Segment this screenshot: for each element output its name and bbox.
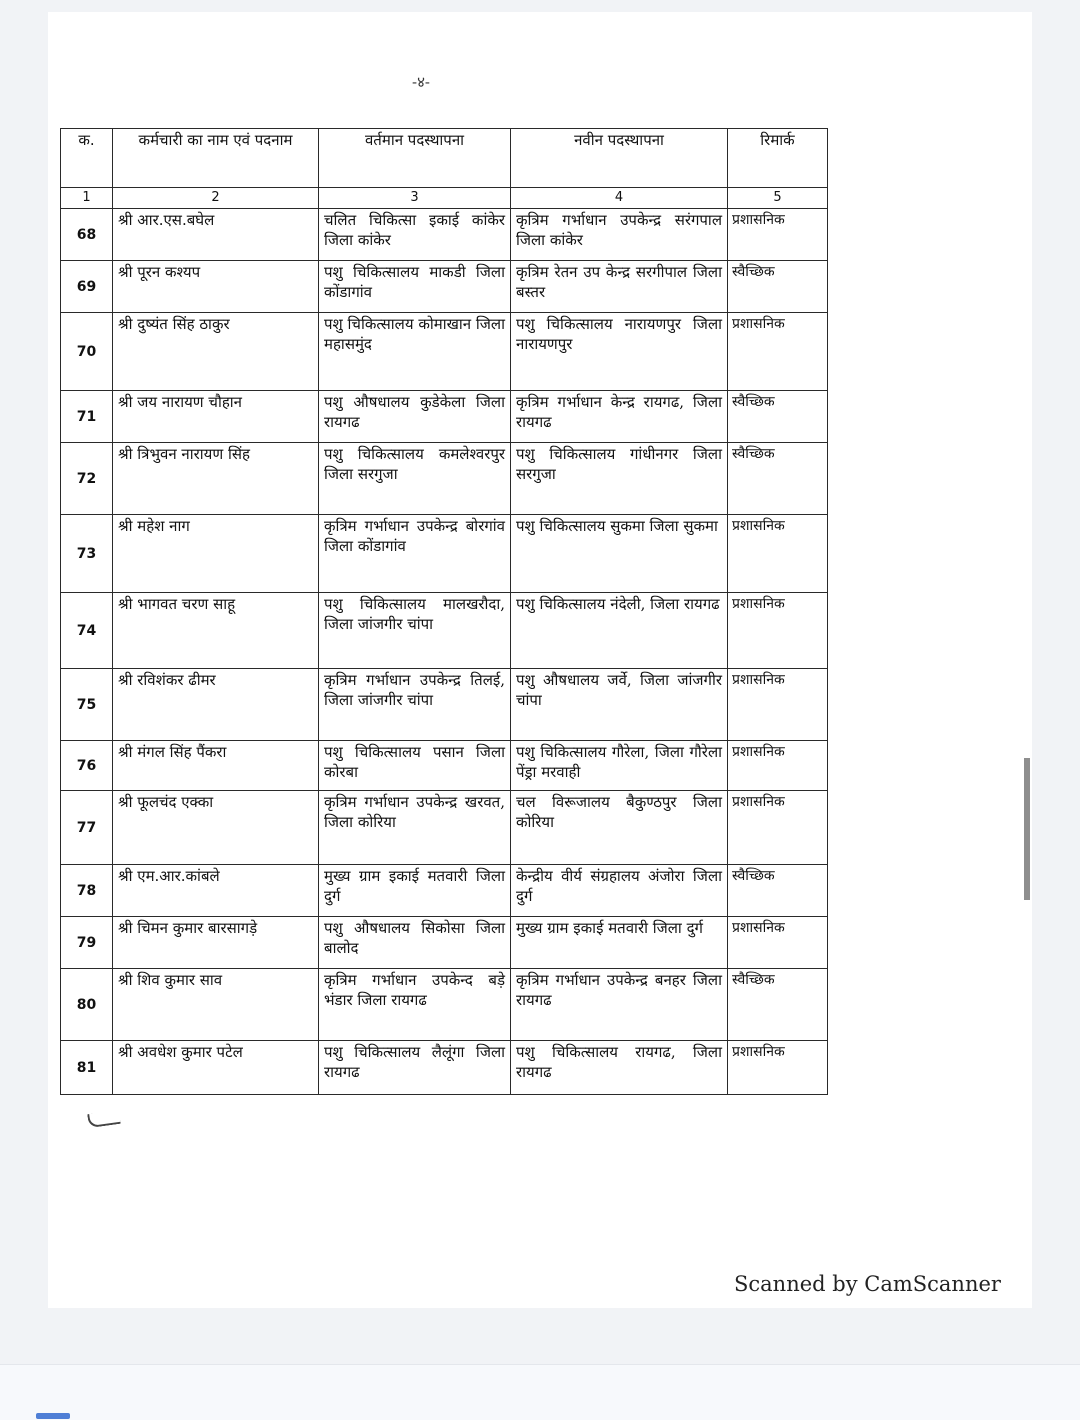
viewer-bottom-bar [0,1364,1080,1420]
employee-name: श्री एम.आर.कांबले [113,865,319,917]
table-row [61,391,828,443]
new-posting: कृत्रिम गर्भाधान उपकेन्द्र बनहर जिला रायगढ [511,969,728,1041]
employee-name: श्री महेश नाग [113,515,319,593]
column-number: 5 [728,188,828,209]
table-row [61,515,828,593]
employee-name: श्री आर.एस.बघेल [113,209,319,261]
serial-number: 74 [61,593,113,669]
remark: प्रशासनिक [728,515,828,593]
employee-name: श्री दुष्यंत सिंह ठाकुर [113,313,319,391]
table-row [61,261,828,313]
new-posting: कृत्रिम गर्भाधान केन्द्र रायगढ, जिला रायगढ [511,391,728,443]
serial-number: 70 [61,313,113,391]
new-posting: पशु चिकित्सालय नंदेली, जिला रायगढ [511,593,728,669]
current-posting: कृत्रिम गर्भाधान उपकेन्द्र तिलई, जिला जांजगीर चांपा [319,669,511,741]
remark: प्रशासनिक [728,209,828,261]
serial-number: 71 [61,391,113,443]
remark: प्रशासनिक [728,741,828,791]
employee-name: श्री चिमन कुमार बारसागड़े [113,917,319,969]
remark: स्वैच्छिक [728,391,828,443]
employee-name: श्री भागवत चरण साहू [113,593,319,669]
table-row [61,865,828,917]
remark: प्रशासनिक [728,791,828,865]
serial-number: 81 [61,1041,113,1095]
serial-number: 72 [61,443,113,515]
header-remark: रिमार्क [728,129,828,188]
serial-number: 80 [61,969,113,1041]
remark: स्वैच्छिक [728,261,828,313]
employee-name: श्री जय नारायण चौहान [113,391,319,443]
table-row [61,917,828,969]
scanner-watermark: Scanned by CamScanner [734,1272,1001,1296]
table-row [61,593,828,669]
current-posting: पशु चिकित्सालय माकडी जिला कोंडागांव [319,261,511,313]
employee-name: श्री फूलचंद एक्का [113,791,319,865]
serial-number: 69 [61,261,113,313]
current-posting: पशु चिकित्सालय लैलूंगा जिला रायगढ [319,1041,511,1095]
remark: स्वैच्छिक [728,865,828,917]
header-employee-name: कर्मचारी का नाम एवं पदनाम [113,129,319,188]
current-posting: मुख्य ग्राम इकाई मतवारी जिला दुर्ग [319,865,511,917]
page-indicator-icon [36,1413,70,1419]
table-row [61,969,828,1041]
serial-number: 68 [61,209,113,261]
header-new-posting: नवीन पदस्थापना [511,129,728,188]
header-row [61,129,828,188]
column-number: 3 [319,188,511,209]
remark: प्रशासनिक [728,593,828,669]
column-number-row [61,188,828,209]
table-row [61,313,828,391]
employee-name: श्री त्रिभुवन नारायण सिंह [113,443,319,515]
remark: प्रशासनिक [728,313,828,391]
employee-name: श्री पूरन कश्यप [113,261,319,313]
new-posting: पशु चिकित्सालय नारायणपुर जिला नारायणपुर [511,313,728,391]
current-posting: पशु चिकित्सालय कोमाखान जिला महासमुंद [319,313,511,391]
table-row [61,791,828,865]
table-row [61,669,828,741]
table-row [61,443,828,515]
column-number: 4 [511,188,728,209]
serial-number: 73 [61,515,113,593]
remark: स्वैच्छिक [728,969,828,1041]
table-row [61,1041,828,1095]
serial-number: 79 [61,917,113,969]
new-posting: कृत्रिम रेतन उप केन्द्र सरगीपाल जिला बस्तर [511,261,728,313]
current-posting: चलित चिकित्सा इकाई कांकेर जिला कांकेर [319,209,511,261]
current-posting: कृत्रिम गर्भाधान उपकेन्द्र खरवत, जिला कोरिया [319,791,511,865]
page-number: -४- [412,73,430,91]
new-posting: केन्द्रीय वीर्य संग्रहालय अंजोरा जिला दुर्ग [511,865,728,917]
current-posting: पशु औषधालय सिकोसा जिला बालोद [319,917,511,969]
remark: प्रशासनिक [728,917,828,969]
new-posting: मुख्य ग्राम इकाई मतवारी जिला दुर्ग [511,917,728,969]
serial-number: 78 [61,865,113,917]
new-posting: पशु चिकित्सालय गौरेला, जिला गौरेला पेंड्रा मरवाही [511,741,728,791]
column-number: 1 [61,188,113,209]
new-posting: कृत्रिम गर्भाधान उपकेन्द्र सरंगपाल जिला कांकेर [511,209,728,261]
table-row [61,741,828,791]
employee-name: श्री मंगल सिंह पैंकरा [113,741,319,791]
current-posting: पशु चिकित्सालय पसान जिला कोरबा [319,741,511,791]
current-posting: पशु चिकित्सालय कमलेश्वरपुर जिला सरगुजा [319,443,511,515]
remark: स्वैच्छिक [728,443,828,515]
serial-number: 77 [61,791,113,865]
current-posting: पशु चिकित्सालय मालखरौदा, जिला जांजगीर चांपा [319,593,511,669]
current-posting: कृत्रिम गर्भाधान उपकेन्द्र बोरगांव जिला कोंडागांव [319,515,511,593]
new-posting: पशु चिकित्सालय गांधीनगर जिला सरगुजा [511,443,728,515]
employee-name: श्री शिव कुमार साव [113,969,319,1041]
serial-number: 76 [61,741,113,791]
new-posting: पशु चिकित्सालय सुकमा जिला सुकमा [511,515,728,593]
employee-name: श्री अवधेश कुमार पटेल [113,1041,319,1095]
header-serial: क. [61,129,113,188]
new-posting: पशु चिकित्सालय रायगढ, जिला रायगढ [511,1041,728,1095]
current-posting: पशु औषधालय कुडेकेला जिला रायगढ [319,391,511,443]
header-current-posting: वर्तमान पदस्थापना [319,129,511,188]
column-number: 2 [113,188,319,209]
new-posting: चल विरूजालय बैकुण्ठपुर जिला कोरिया [511,791,728,865]
remark: प्रशासनिक [728,1041,828,1095]
new-posting: पशु औषधालय जर्वे, जिला जांजगीर चांपा [511,669,728,741]
scrollbar-thumb[interactable] [1024,758,1030,900]
remark: प्रशासनिक [728,669,828,741]
serial-number: 75 [61,669,113,741]
table-row [61,209,828,261]
transfer-table [60,128,828,1095]
employee-name: श्री रविशंकर ढीमर [113,669,319,741]
current-posting: कृत्रिम गर्भाधान उपकेन्द बड़े भंडार जिला रायगढ [319,969,511,1041]
